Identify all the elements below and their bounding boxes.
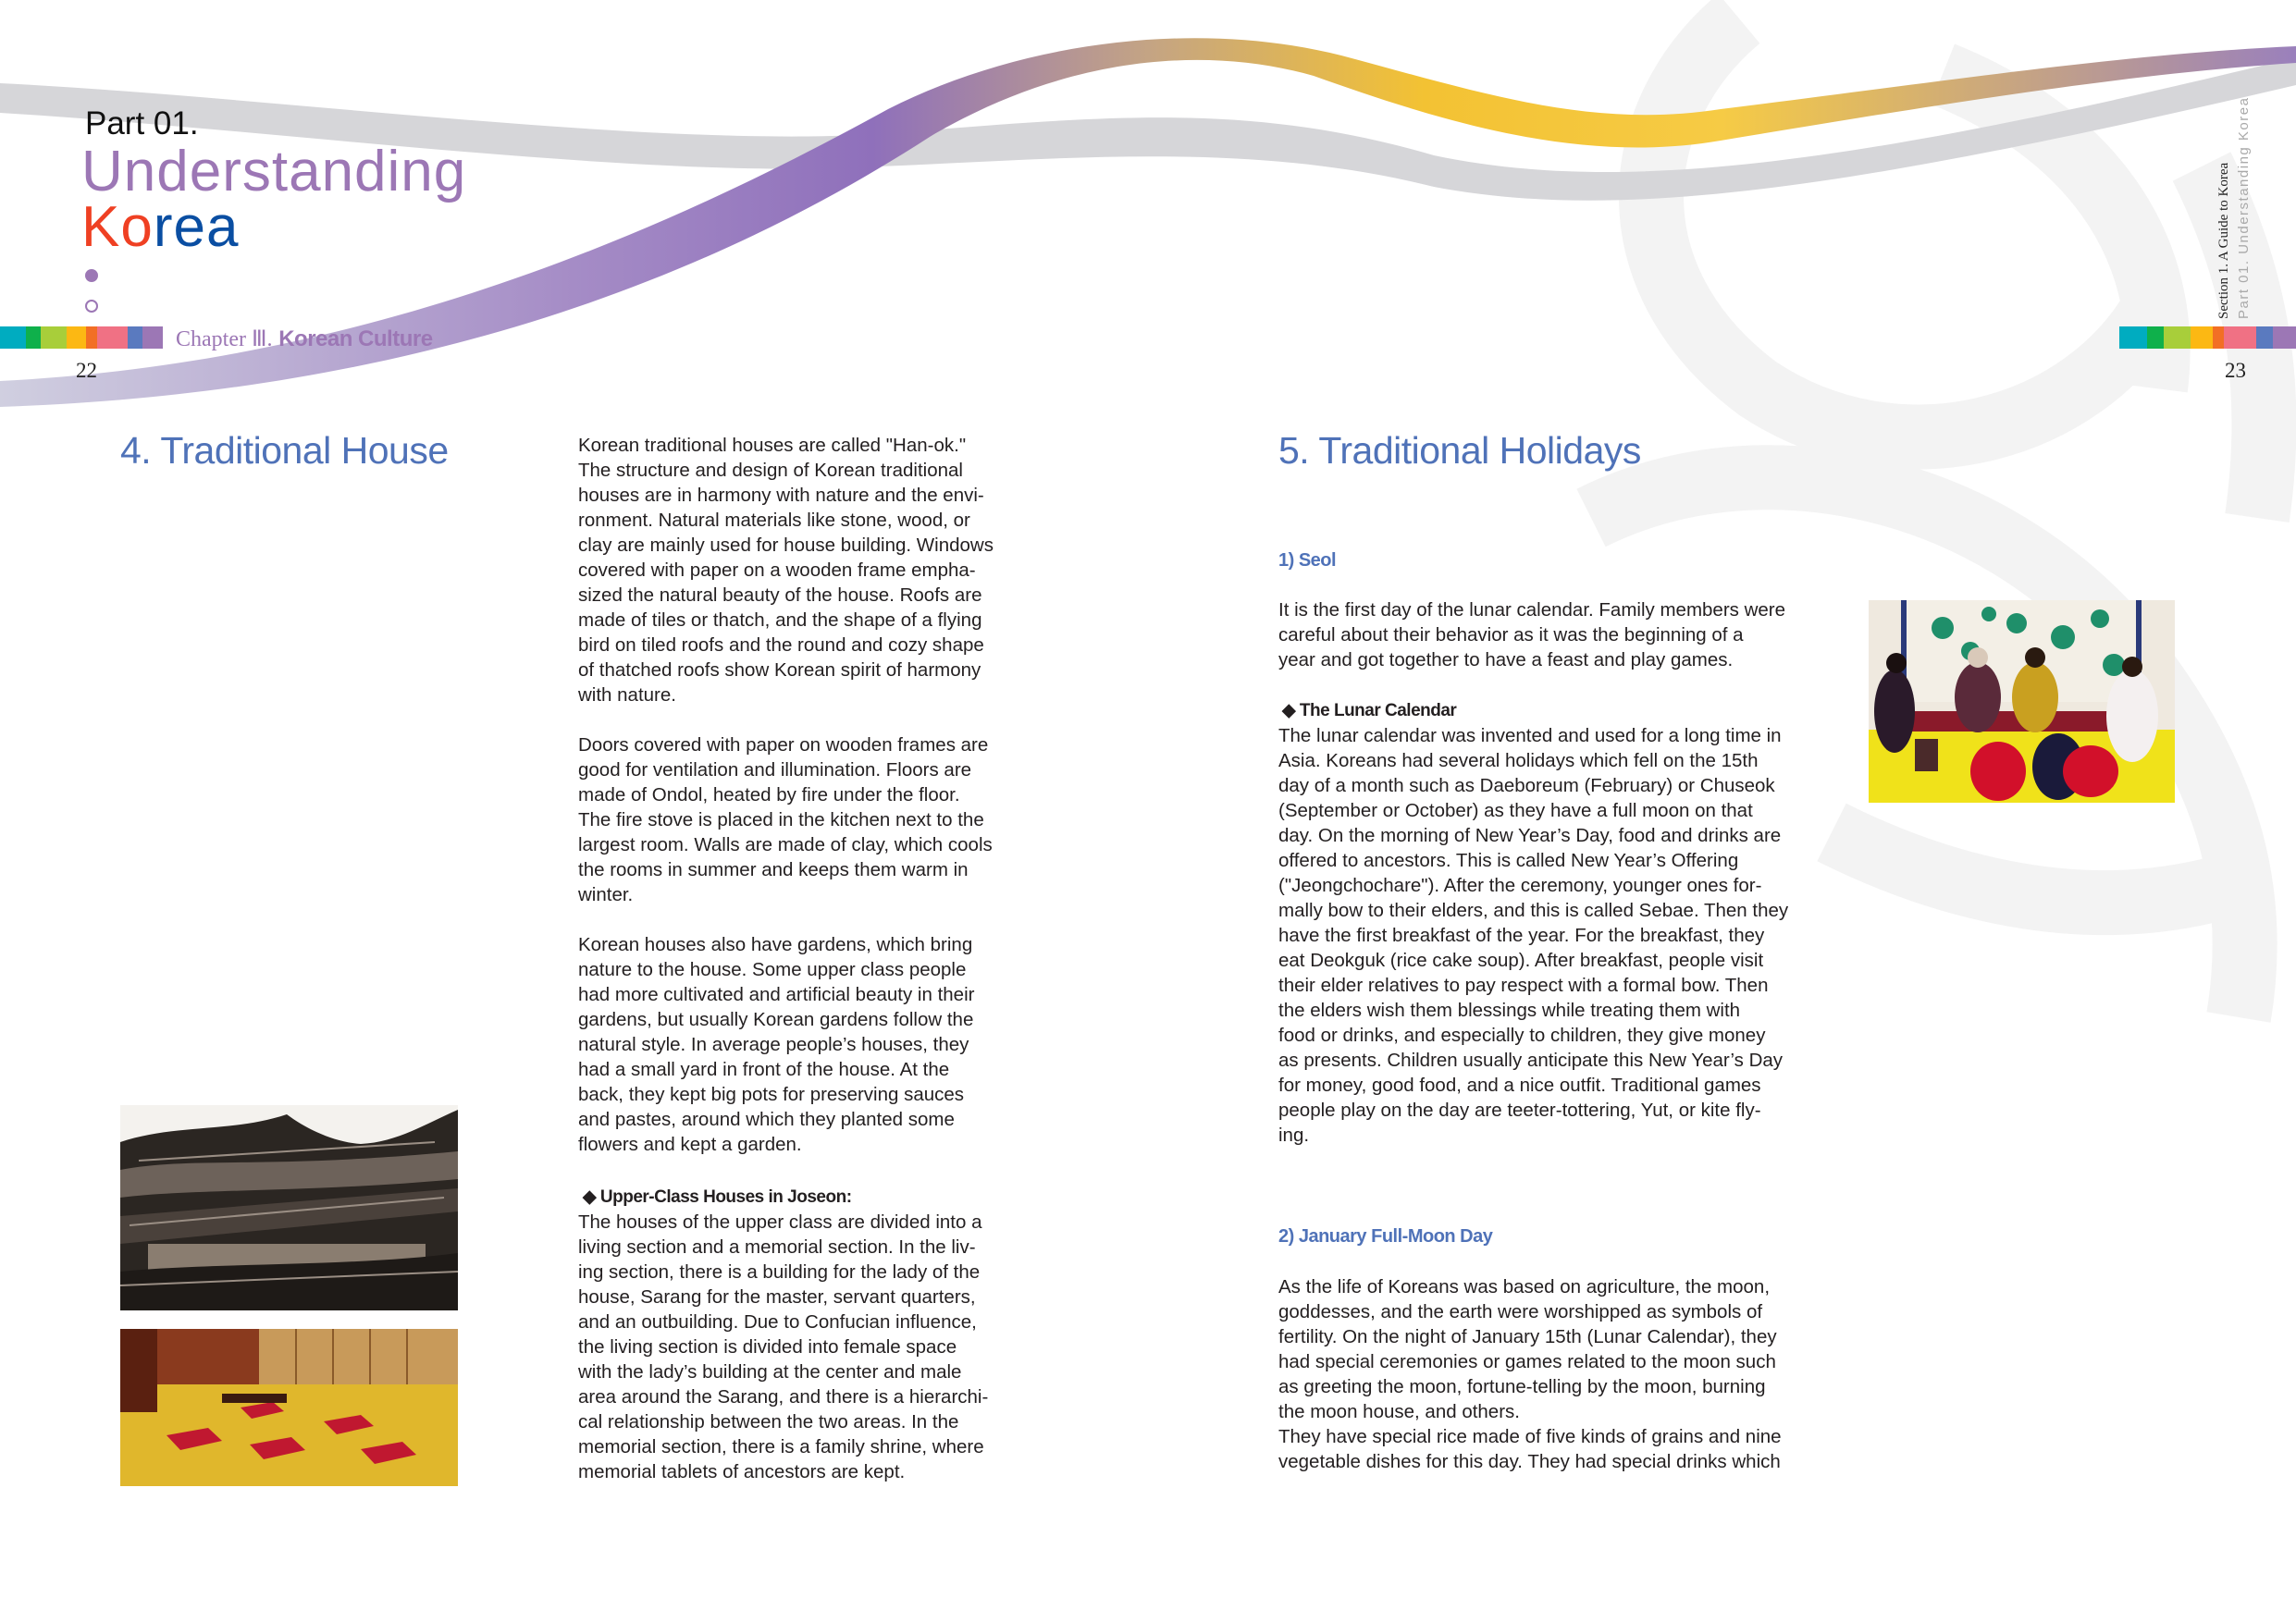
text-line: gardens, but usually Korean gardens follow the (578, 1009, 974, 1030)
text-line: largest room. Walls are made of clay, which cools (578, 834, 993, 855)
text-line: The fire stove is placed in the kitchen next to the (578, 809, 984, 830)
color-bar-left (0, 326, 163, 349)
lunar-calendar-paragraph (1278, 723, 1788, 1148)
title-korea (81, 194, 239, 260)
chapter-label (176, 326, 433, 352)
text-line: Korean traditional houses are called "Han-ok." (578, 435, 967, 456)
text-line: as greeting the moon, fortune-telling by the moon, burning (1278, 1376, 1766, 1397)
text-line: cal relationship between the two areas. In the (578, 1411, 959, 1432)
text-line: The houses of the upper class are divided into a (578, 1211, 982, 1233)
text-line: and pastes, around which they planted some (578, 1109, 955, 1130)
text-line: Asia. Koreans had several holidays which fell on the 15th (1278, 750, 1759, 771)
title-understanding: Understanding (81, 140, 467, 203)
text-line: had a small yard in front of the house. At the (578, 1059, 950, 1080)
title-korea-rea: rea (153, 195, 240, 259)
text-line: covered with paper on a wooden frame empha- (578, 559, 976, 581)
text-line: memorial section, there is a family shrine, where (578, 1436, 984, 1457)
running-section: Section 1. A Guide to Korea (2216, 162, 2231, 319)
text-line: The lunar calendar was invented and used for a long time in (1278, 725, 1782, 746)
text-line: ing section, there is a building for the lady of the (578, 1261, 981, 1283)
january-full-moon-paragraph (1278, 1274, 1782, 1474)
text-line: vegetable dishes for this day. They had special drinks which (1278, 1451, 1781, 1472)
text-line: as presents. Children usually anticipate this New Year’s Day (1278, 1050, 1784, 1071)
page-number-left: 22 (76, 359, 97, 382)
text-line: mally bow to their elders, and this is called Sebae. Then they (1278, 900, 1789, 921)
hanok-roofs-photo (120, 1105, 458, 1310)
part-label: Part 01. (85, 105, 199, 141)
text-line: natural style. In average people’s houses, they (578, 1034, 969, 1055)
text-line: clay are mainly used for house building. Windows (578, 535, 994, 556)
text-line: for money, good food, and a nice outfit. Traditional games (1278, 1075, 1761, 1096)
text-line: and an outbuilding. Due to Confucian influence, (578, 1311, 977, 1333)
seol-paragraph (1278, 597, 1785, 672)
hollow-dot-icon (85, 300, 98, 313)
text-line: memorial tablets of ancestors are kept. (578, 1461, 906, 1482)
text-line: have the first breakfast of the year. For the breakfast, they (1278, 925, 1765, 946)
house-paragraph-1 (578, 433, 994, 707)
text-line: good for ventilation and illumination. Floors are (578, 759, 972, 781)
text-line: ("Jeongchochare"). After the ceremony, younger ones for- (1278, 875, 1762, 896)
text-line: the living section is divided into female space (578, 1336, 957, 1358)
text-line: the rooms in summer and keeps them warm in (578, 859, 969, 880)
text-line: sized the natural beauty of the house. Roofs are (578, 584, 982, 606)
text-line: Korean houses also have gardens, which bring (578, 934, 973, 955)
text-line: The structure and design of Korean traditional (578, 460, 963, 481)
text-line: the moon house, and others. (1278, 1401, 1520, 1422)
running-header (2214, 97, 2254, 319)
upper-class-subheading-text: Upper-Class Houses in Joseon: (599, 1187, 852, 1207)
text-line: made of tiles or thatch, and the shape of a flying (578, 609, 982, 631)
section-heading-traditional-holidays: 5. Traditional Holidays (1278, 429, 1641, 472)
text-line: had more cultivated and artificial beauty in their (578, 984, 975, 1005)
text-line: houses are in harmony with nature and the envi- (578, 485, 984, 506)
upper-class-subheading (583, 1185, 852, 1210)
text-line: food or drinks, and especially to children, they give money (1278, 1025, 1766, 1046)
text-line: goddesses, and the earth were worshipped as symbols of (1278, 1301, 1763, 1322)
diamond-bullet-icon: ◆ (1282, 701, 1296, 720)
text-line: of thatched roofs show Korean spirit of harmony (578, 659, 981, 681)
text-line: made of Ondol, heated by fire under the floor. (578, 784, 960, 805)
text-line: offered to ancestors. This is called New Year’s Offering (1278, 850, 1739, 871)
text-line: people play on the day are teeter-tottering, Yut, or kite fly- (1278, 1100, 1761, 1121)
text-line: their elder relatives to pay respect with a formal bow. Then (1278, 975, 1769, 996)
text-line: Doors covered with paper on wooden frames are (578, 734, 989, 756)
text-line: (September or October) as they have a full moon on that (1278, 800, 1753, 821)
text-line: They have special rice made of five kinds of grains and nine (1278, 1426, 1782, 1447)
color-bar-right (2119, 326, 2296, 349)
january-full-moon-heading: 2) January Full-Moon Day (1278, 1226, 1493, 1247)
text-line: nature to the house. Some upper class people (578, 959, 967, 980)
text-line: with nature. (578, 684, 676, 706)
text-line: flowers and kept a garden. (578, 1134, 802, 1155)
text-line: day of a month such as Daeboreum (February) or Chuseok (1278, 775, 1775, 796)
text-line: eat Deokguk (rice cake soup). After breakfast, people visit (1278, 950, 1764, 971)
text-line: the elders wish them blessings while treating them with (1278, 1000, 1741, 1021)
running-part: Part 01. Understanding Korea (2236, 96, 2252, 319)
title-korea-ko: Ko (81, 195, 154, 259)
text-line: ronment. Natural materials like stone, wood, or (578, 510, 970, 531)
text-line: year and got together to have a feast and play games. (1278, 649, 1734, 670)
text-line: living section and a memorial section. In the liv- (578, 1236, 976, 1258)
lunar-calendar-subheading-text: The Lunar Calendar (1299, 701, 1457, 720)
seol-family-photo (1869, 600, 2175, 803)
text-line: fertility. On the night of January 15th (Lunar Calendar), they (1278, 1326, 1777, 1347)
text-line: area around the Sarang, and there is a hierarchi- (578, 1386, 989, 1408)
text-line: It is the first day of the lunar calendar. Family members were (1278, 599, 1786, 621)
chapter-number: Chapter Ⅲ. (176, 327, 273, 351)
text-line: day. On the morning of New Year’s Day, food and drinks are (1278, 825, 1782, 846)
lunar-calendar-subheading (1282, 698, 1456, 723)
text-line: As the life of Koreans was based on agriculture, the moon, (1278, 1276, 1771, 1297)
text-line: house, Sarang for the master, servant quarters, (578, 1286, 976, 1308)
text-line: had special ceremonies or games related to the moon such (1278, 1351, 1776, 1372)
chapter-title: Korean Culture (278, 326, 433, 351)
text-line: winter. (578, 884, 634, 905)
seol-heading: 1) Seol (1278, 550, 1337, 571)
text-line: careful about their behavior as it was the beginning of a (1278, 624, 1744, 646)
text-line: with the lady’s building at the center and male (578, 1361, 962, 1383)
house-paragraph-3 (578, 932, 974, 1157)
text-line: bird on tiled roofs and the round and cozy shape (578, 634, 984, 656)
section-heading-traditional-house: 4. Traditional House (120, 429, 449, 472)
house-paragraph-2 (578, 732, 993, 907)
diamond-bullet-icon: ◆ (583, 1187, 597, 1207)
page-number-right: 23 (2225, 359, 2246, 382)
text-line: ing. (1278, 1125, 1310, 1146)
house-paragraph-4 (578, 1210, 988, 1484)
room-interior-photo (120, 1329, 458, 1486)
text-line: back, they kept big pots for preserving sauces (578, 1084, 965, 1105)
filled-dot-icon (85, 269, 98, 282)
